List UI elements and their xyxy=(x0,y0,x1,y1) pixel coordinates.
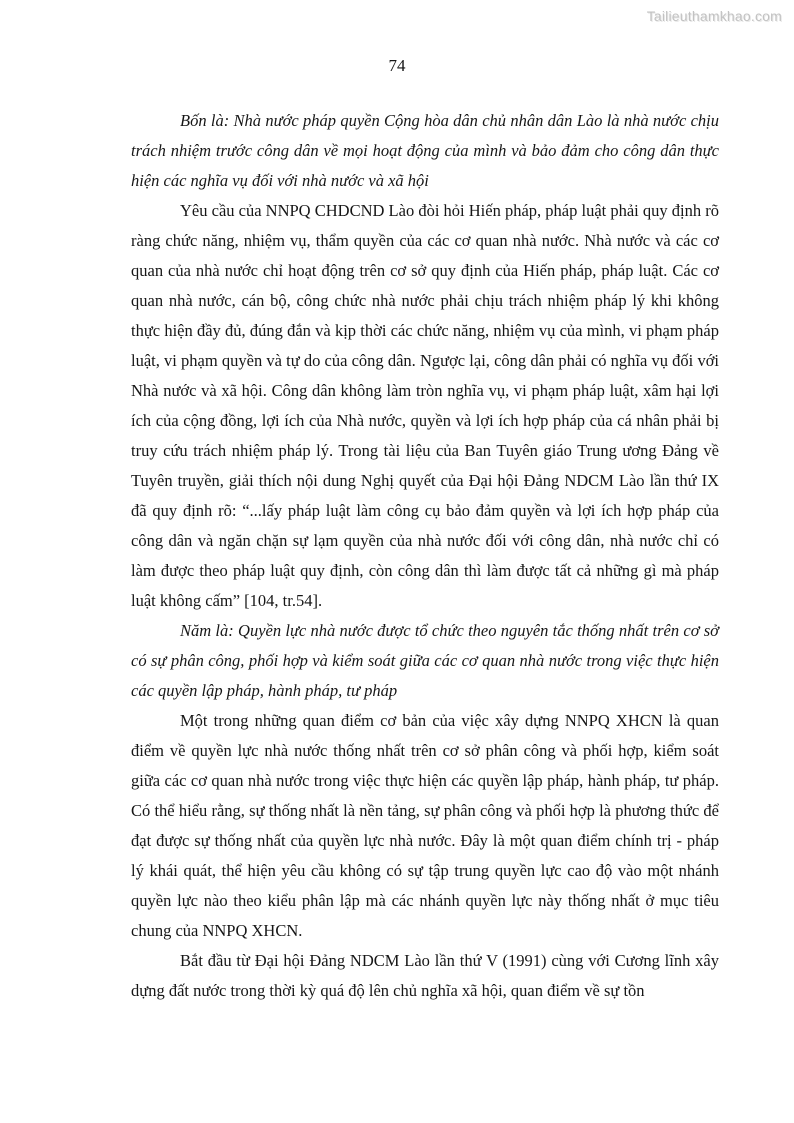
paragraph-bon-la: Bốn là: Nhà nước pháp quyền Cộng hòa dân chủ nhân dân Lào là nhà nước chịu trách nhiệm trước công dân về mọi hoạt động của mình và bảo đảm cho công dân thực hiện các nghĩa vụ đối với nhà nước và xã hội xyxy=(131,111,719,190)
paragraph-nam-la: Năm là: Quyền lực nhà nước được tổ chức theo nguyên tắc thống nhất trên cơ sở có sự phân công, phối hợp và kiểm soát giữa các cơ quan nhà nước trong việc thực hiện các quyền lập pháp, hành pháp, tư pháp xyxy=(131,621,719,700)
page-number: 74 xyxy=(388,56,406,75)
document-body xyxy=(131,106,719,1006)
paragraph-mot-trong-nhung: Một trong những quan điểm cơ bản của việc xây dựng NNPQ XHCN là quan điểm về quyền lực nhà nước thống nhất trên cơ sở phân công và phối hợp, kiểm soát giữa các cơ quan nhà nước trong việc thực hiện các quyền lập pháp, hành pháp, tư pháp. Có thể hiểu rằng, sự thống nhất là nền tảng, sự phân công và phối hợp là phương thức để đạt được sự thống nhất của quyền lực nhà nước. Đây là một quan điểm chính trị - pháp lý khái quát, thể hiện yêu cầu không có sự tập trung quyền lực cao độ vào một nhánh quyền lực nào theo kiểu phân lập mà các nhánh quyền lực này thống nhất ở mục tiêu chung của NNPQ XHCN. xyxy=(131,711,719,940)
watermark: Tailieuthamkhao.com xyxy=(646,8,782,24)
paragraph-bat-dau-tu: Bắt đầu từ Đại hội Đảng NDCM Lào lần thứ V (1991) cùng với Cương lĩnh xây dựng đất nước trong thời kỳ quá độ lên chủ nghĩa xã hội, quan điểm về sự tồn xyxy=(131,951,719,1000)
paragraph-yeu-cau: Yêu cầu của NNPQ CHDCND Lào đòi hỏi Hiến pháp, pháp luật phải quy định rõ ràng chức năng, nhiệm vụ, thẩm quyền của các cơ quan nhà nước. Nhà nước và các cơ quan của nhà nước chỉ hoạt động trên cơ sở quy định của Hiến pháp, pháp luật. Các cơ quan nhà nước, cán bộ, công chức nhà nước phải chịu trách nhiệm pháp lý khi không thực hiện đầy đủ, đúng đắn và kịp thời các chức năng, nhiệm vụ của mình, vi phạm pháp luật, vi phạm quyền và tự do của công dân. Ngược lại, công dân phải có nghĩa vụ đối với Nhà nước và xã hội. Công dân không làm tròn nghĩa vụ, vi phạm pháp luật, xâm hại lợi ích của cộng đồng, lợi ích của Nhà nước, quyền và lợi ích hợp pháp của cá nhân phải bị truy cứu trách nhiệm pháp lý. Trong tài liệu của Ban Tuyên giáo Trung ương Đảng về Tuyên truyền, giải thích nội dung Nghị quyết của Đại hội Đảng NDCM Lào lần thứ IX đã quy định rõ: “...lấy pháp luật làm công cụ bảo đảm quyền và lợi ích hợp pháp của công dân và ngăn chặn sự lạm quyền của nhà nước đối với công dân, nhà nước chỉ có làm được theo pháp luật quy định, còn công dân thì làm được tất cả những gì mà pháp luật không cấm” [104, tr.54]. xyxy=(131,201,719,610)
